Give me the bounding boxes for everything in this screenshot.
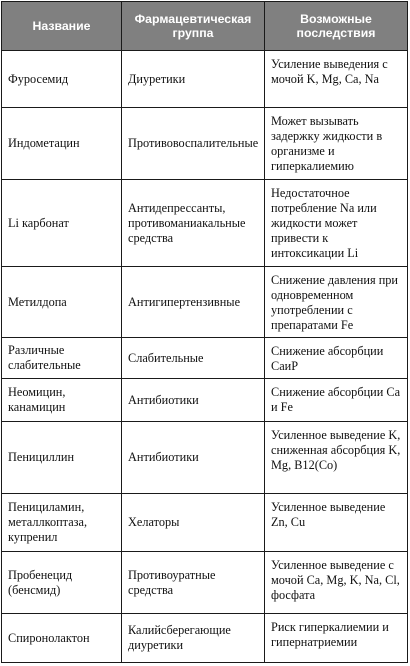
drug-effects-cell: Снижение абсорбции CaиP [265, 338, 408, 379]
drug-effects-cell: Снижение абсорбции Ca и Fe [265, 379, 408, 422]
header-effects: Возможные последствия [265, 2, 408, 51]
drug-group-cell: Слабительные [122, 338, 265, 379]
drug-group-cell: Противоуратные средства [122, 552, 265, 614]
header-name: Название [2, 2, 122, 51]
drug-name-cell: Пробенецид (бенсмид) [2, 552, 122, 614]
table-row [2, 552, 408, 614]
drug-effects-cell: Усиление выведения с мочой K, Mg, Ca, Na [265, 51, 408, 108]
drug-effects-cell: Усиленное выведение с мочой Ca, Mg, K, Na, Cl, фосфата [265, 552, 408, 614]
table-row [2, 379, 408, 422]
drug-name-cell: Пенициламин, металлкоптаза, купренил [2, 494, 122, 552]
table-row [2, 422, 408, 494]
drug-effects-cell: Усиленное выведение K, сниженная абсорбция K, Mg, B12(Co) [265, 422, 408, 494]
table-row [2, 614, 408, 663]
drug-name-cell: Спиронолактон [2, 614, 122, 663]
drug-name-cell: Li карбонат [2, 180, 122, 267]
drug-group-cell: Антибиотики [122, 379, 265, 422]
drug-effects-cell: Недостаточное потребление Na или жидкости может привести к интоксикации Li [265, 180, 408, 267]
table-row [2, 494, 408, 552]
drug-effects-cell: Снижение давления при одновременном употреблении с препаратами Fe [265, 267, 408, 338]
drug-name-cell: Неомицин, канамицин [2, 379, 122, 422]
drug-name-cell: Метилдопа [2, 267, 122, 338]
header-group: Фармацевтическая группа [122, 2, 265, 51]
drug-group-cell: Диуретики [122, 51, 265, 108]
table-row [2, 338, 408, 379]
table-row [2, 180, 408, 267]
table-row [2, 108, 408, 180]
drug-interaction-table [1, 1, 408, 663]
drug-name-cell: Индометацин [2, 108, 122, 180]
drug-effects-cell: Может вызывать задержку жидкости в организме и гиперкалиемию [265, 108, 408, 180]
drug-group-cell: Антибиотики [122, 422, 265, 494]
table-row [2, 267, 408, 338]
table-row [2, 51, 408, 108]
drug-group-cell: Хелаторы [122, 494, 265, 552]
drug-effects-cell: Усиленное выведение Zn, Cu [265, 494, 408, 552]
header-row [2, 2, 408, 51]
drug-group-cell: Противовоспалительные [122, 108, 265, 180]
drug-name-cell: Фуросемид [2, 51, 122, 108]
drug-group-cell: Калийсберегающие диуретики [122, 614, 265, 663]
drug-group-cell: Антидепрессанты, противоманиакальные средства [122, 180, 265, 267]
drug-effects-cell: Риск гиперкалиемии и гипернатриемии [265, 614, 408, 663]
drug-name-cell: Различные слабительные [2, 338, 122, 379]
drug-group-cell: Антигипертензивные [122, 267, 265, 338]
drug-name-cell: Пенициллин [2, 422, 122, 494]
